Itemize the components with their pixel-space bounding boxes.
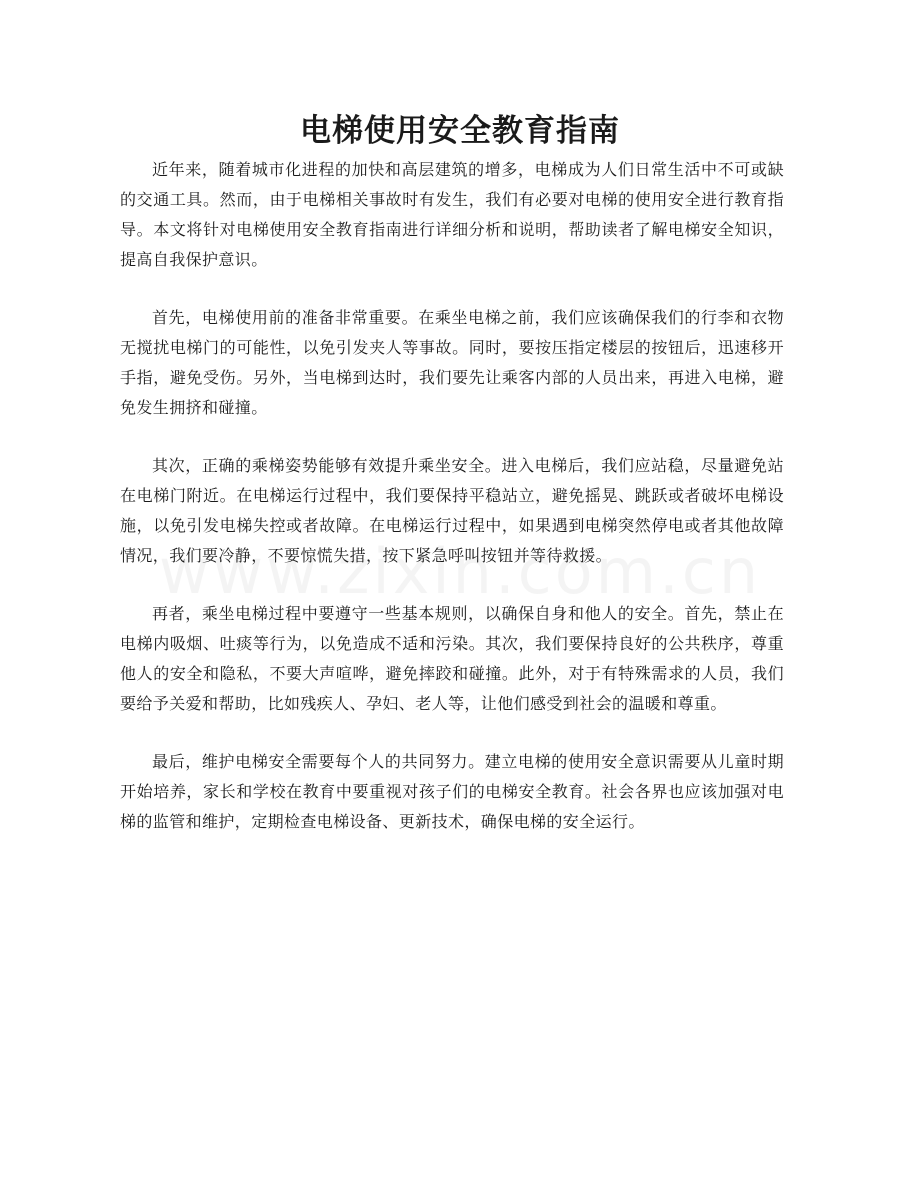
paragraph-rules: 再者，乘坐电梯过程中要遵守一些基本规则，以确保自身和他人的安全。首先，禁止在电梯内吸烟、吐痰等行为，以免造成不适和污染。其次，我们要保持良好的公共秩序，尊重他人的安全和隐私，不要大声喧哗，避免摔跤和碰撞。此外，对于有特殊需求的人员，我们要给予关爱和帮助，比如残疾人、孕妇、老人等，让他们感受到社会的温暖和尊重。 <box>120 604 784 713</box>
paragraph-intro: 近年来，随着城市化进程的加快和高层建筑的增多，电梯成为人们日常生活中不可或缺的交通工具。然而，由于电梯相关事故时有发生，我们有必要对电梯的使用安全进行教育指导。本文将针对电梯使用安全教育指南进行详细分析和说明，帮助读者了解电梯安全知识，提高自我保护意识。 <box>120 160 784 269</box>
document-body <box>120 155 784 865</box>
paragraph-posture: 其次，正确的乘梯姿势能够有效提升乘坐安全。进入电梯后，我们应站稳，尽量避免站在电梯门附近。在电梯运行过程中，我们要保持平稳站立，避免摇晃、跳跃或者破坏电梯设施，以免引发电梯失控或者故障。在电梯运行过程中，如果遇到电梯突然停电或者其他故障情况，我们要冷静，不要惊慌失措，按下紧急呼叫按钮并等待救援。 <box>120 456 784 565</box>
paragraph-conclusion: 最后，维护电梯安全需要每个人的共同努力。建立电梯的使用安全意识需要从儿童时期开始培养，家长和学校在教育中要重视对孩子们的电梯安全教育。社会各界也应该加强对电梯的监管和维护，定期检查电梯设备、更新技术，确保电梯的安全运行。 <box>120 752 784 831</box>
paragraph-preparation: 首先，电梯使用前的准备非常重要。在乘坐电梯之前，我们应该确保我们的行李和衣物无搅扰电梯门的可能性，以免引发夹人等事故。同时，要按压指定楼层的按钮后，迅速移开手指，避免受伤。另外，当电梯到达时，我们要先让乘客内部的人员出来，再进入电梯，避免发生拥挤和碰撞。 <box>120 308 784 417</box>
document-title: 电梯使用安全教育指南 <box>300 113 620 149</box>
